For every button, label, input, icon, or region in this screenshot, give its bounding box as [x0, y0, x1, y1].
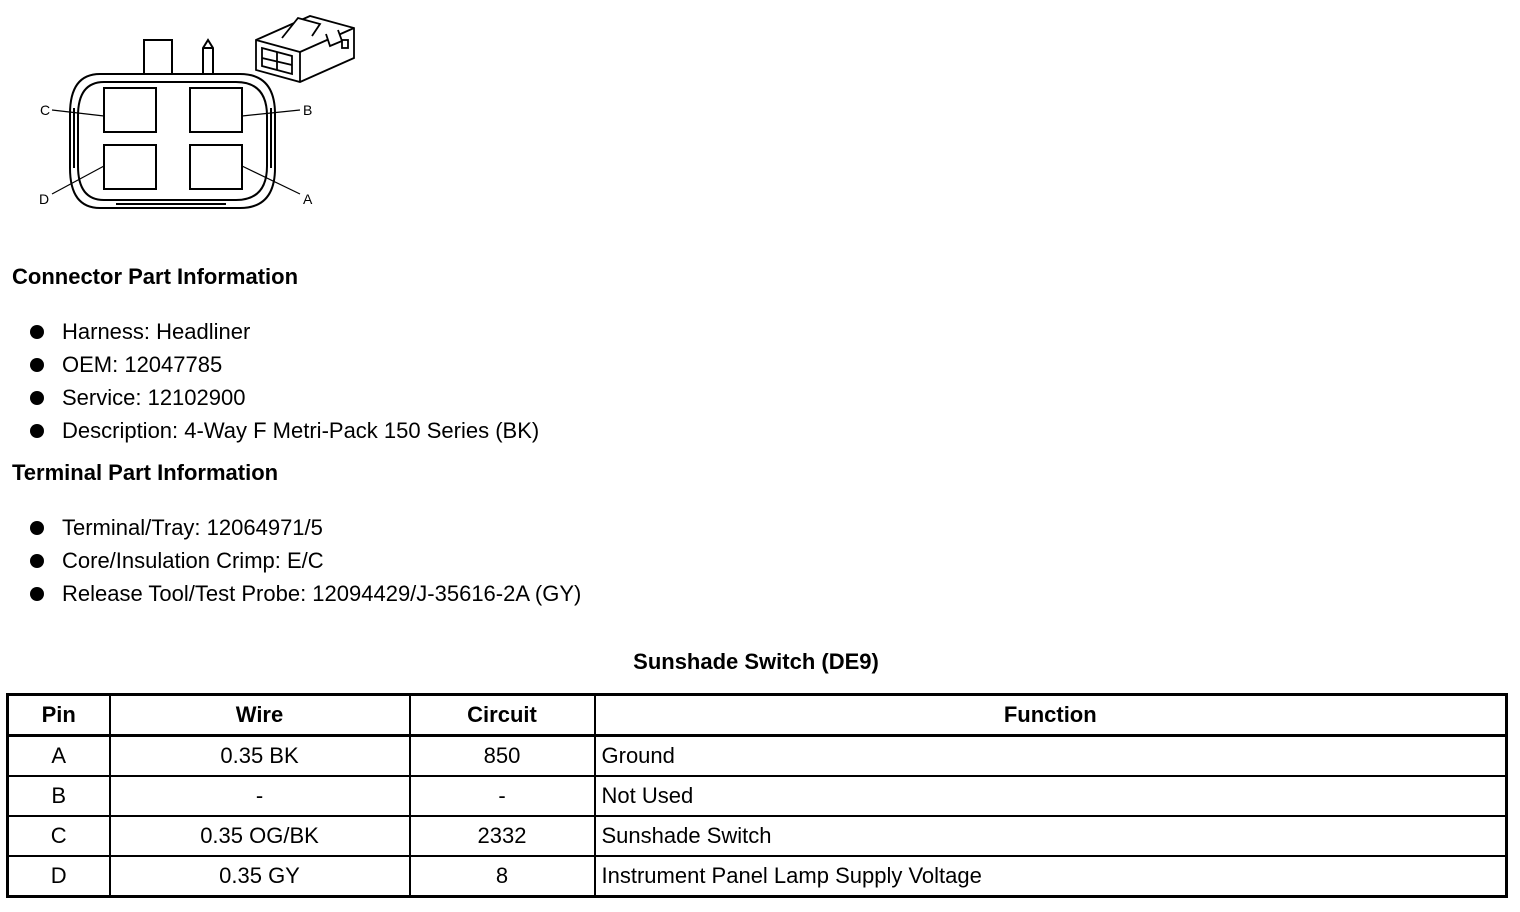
lock-tab: [144, 40, 172, 74]
pin-label-b: B: [303, 102, 313, 118]
table-row: [8, 736, 1507, 777]
bullet-icon: [30, 358, 44, 372]
connector-face-diagram: [30, 8, 370, 216]
cell-circuit: -: [410, 776, 595, 816]
cell-pin: B: [8, 776, 110, 816]
table-row: [8, 816, 1507, 856]
header-pin: Pin: [8, 695, 110, 736]
cell-function: Instrument Panel Lamp Supply Voltage: [595, 856, 1507, 897]
list-item: Core/Insulation Crimp: E/C: [28, 546, 581, 579]
pin-table: [6, 693, 1508, 898]
cell-pin: A: [8, 736, 110, 777]
bullet-icon: [30, 424, 44, 438]
polarizing-post: [203, 40, 213, 74]
cell-circuit: 8: [410, 856, 595, 897]
table-header-row: [8, 695, 1507, 736]
bullet-icon: [30, 521, 44, 535]
cell-pin: D: [8, 856, 110, 897]
list-item: Terminal/Tray: 12064971/5: [28, 513, 581, 546]
connector-part-info-heading: Connector Part Information: [12, 264, 299, 289]
connector-body-outer: [70, 74, 275, 208]
list-item: Service: 12102900: [28, 383, 539, 416]
bullet-icon: [30, 391, 44, 405]
header-wire: Wire: [110, 695, 410, 736]
cell-function: Sunshade Switch: [595, 816, 1507, 856]
cell-wire: 0.35 GY: [110, 856, 410, 897]
cell-wire: 0.35 OG/BK: [110, 816, 410, 856]
pin-label-d: D: [39, 191, 50, 207]
connector-part-info-list: [28, 317, 539, 449]
table-row: [8, 776, 1507, 816]
cell-wire: -: [110, 776, 410, 816]
bullet-icon: [30, 554, 44, 568]
table-row: [8, 856, 1507, 897]
header-function: Function: [595, 695, 1507, 736]
cell-circuit: 2332: [410, 816, 595, 856]
list-item: OEM: 12047785: [28, 350, 539, 383]
cell-wire: 0.35 BK: [110, 736, 410, 777]
cell-circuit: 850: [410, 736, 595, 777]
list-item: Description: 4-Way F Metri-Pack 150 Series (BK): [28, 416, 539, 449]
list-item: Release Tool/Test Probe: 12094429/J-35616-2A (GY): [28, 579, 581, 612]
pin-label-a: A: [303, 191, 313, 207]
pin-table-title: Sunshade Switch (DE9): [633, 649, 879, 674]
bullet-icon: [30, 325, 44, 339]
list-item: Harness: Headliner: [28, 317, 539, 350]
cell-pin: C: [8, 816, 110, 856]
terminal-part-info-list: [28, 513, 581, 612]
connector-iso-sketch: [256, 16, 354, 82]
cell-function: Not Used: [595, 776, 1507, 816]
cell-function: Ground: [595, 736, 1507, 777]
bullet-icon: [30, 587, 44, 601]
pin-label-c: C: [40, 102, 51, 118]
terminal-part-info-heading: Terminal Part Information: [12, 460, 279, 485]
header-circuit: Circuit: [410, 695, 595, 736]
